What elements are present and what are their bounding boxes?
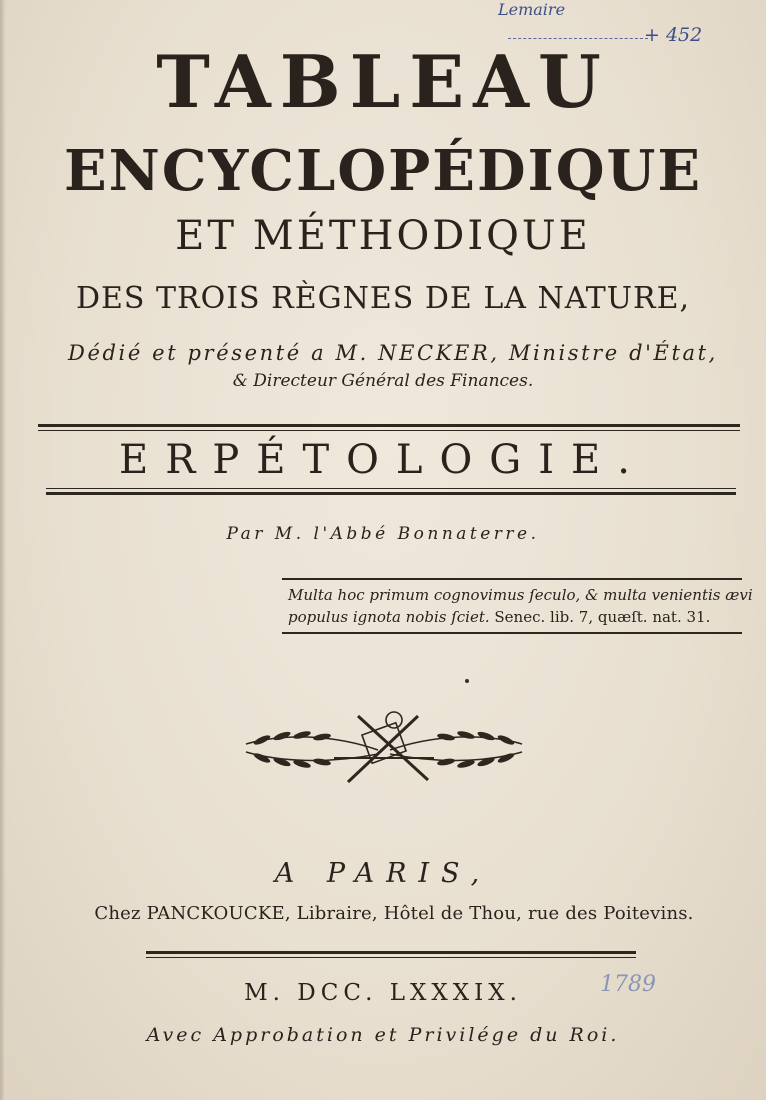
handwritten-year: 1789 xyxy=(600,972,656,997)
epigraph-rule-bottom xyxy=(282,632,742,634)
title-line-1: TABLEAU xyxy=(156,39,610,124)
handwritten-top-note: Lemaire xyxy=(498,0,566,19)
ink-dot xyxy=(465,679,469,683)
imprint-rule-thin xyxy=(146,957,636,958)
place-line: A PARIS, xyxy=(274,858,492,889)
title-line-4: DES TROIS RÈGNES DE LA NATURE, xyxy=(75,281,691,316)
handwritten-number: + 452 xyxy=(644,24,703,46)
dedication-line-2: & Directeur Général des Finances. xyxy=(232,371,534,391)
author-line: Par M. l'Abbé Bonnaterre. xyxy=(226,524,540,544)
title-line-3: ET MÉTHODIQUE xyxy=(175,213,591,259)
epigraph-rule-top xyxy=(282,578,742,580)
top-rule-thin xyxy=(38,430,740,431)
epigraph-line-2 xyxy=(288,606,748,628)
bottom-rule-thick xyxy=(46,492,736,495)
title-line-2: ENCYCLOPÉDIQUE xyxy=(63,138,702,204)
epigraph-line-1: Multa hoc primum cognovimus ſeculo, & multa venientis ævi xyxy=(288,586,753,604)
bottom-rule-thin xyxy=(46,488,736,489)
epigraph xyxy=(288,584,753,628)
dedication-line-1: Dédié et présenté a M. NECKER, Ministre d'État, xyxy=(68,341,718,365)
imprint-rule-thick xyxy=(146,951,636,954)
privilege-line: Avec Approbation et Privilége du Roi. xyxy=(146,1024,620,1046)
epigraph-citation: Senec. lib. 7, quæſt. nat. 31. xyxy=(489,608,711,626)
top-rule-thick xyxy=(38,424,740,427)
epigraph-latin: populus ignota nobis ſciet. xyxy=(288,608,490,626)
laurel-tools-icon xyxy=(238,702,530,792)
date-line: M. DCC. LXXXIX. xyxy=(244,980,522,1006)
publisher-line: Chez PANCKOUCKE, Libraire, Hôtel de Thou, rue des Poitevins. xyxy=(94,903,694,924)
section-title: ERPÉTOLOGIE. xyxy=(119,437,647,483)
